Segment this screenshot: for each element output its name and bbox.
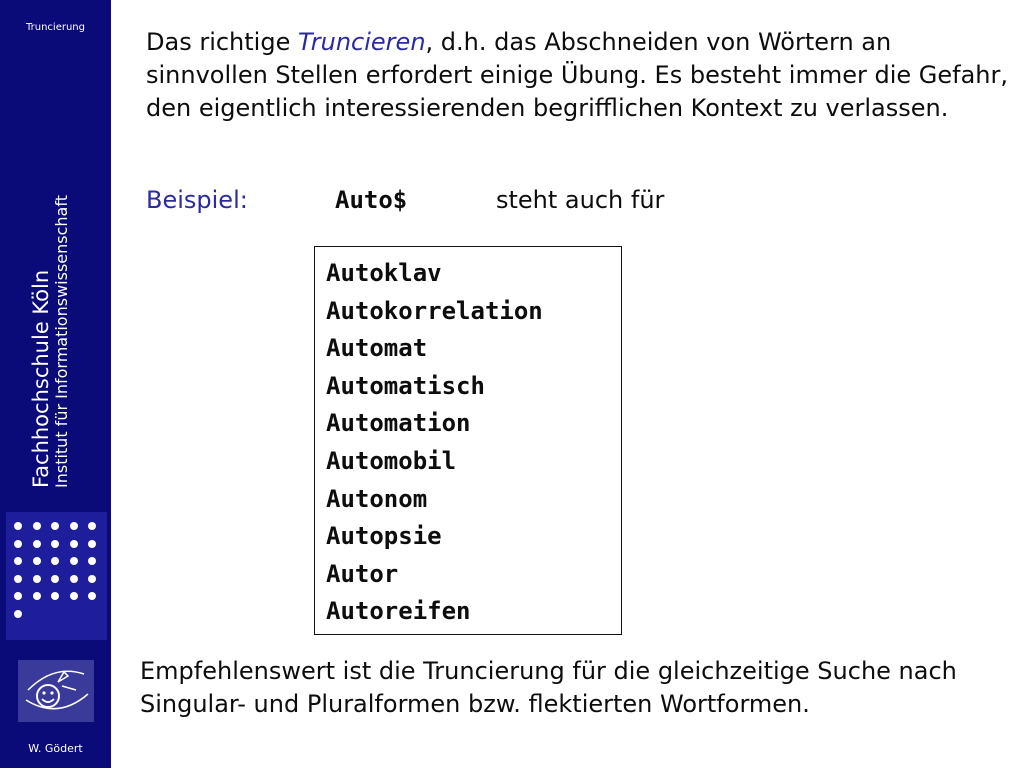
logo-dot <box>14 575 22 583</box>
institution-name: Fachhochschule Köln <box>29 269 53 488</box>
logo-dot <box>51 592 59 600</box>
logo-dot <box>14 522 22 530</box>
logo-dot <box>33 557 41 565</box>
logo-dot <box>70 592 78 600</box>
word-list-box <box>314 246 622 635</box>
sidebar-header: Truncierung <box>26 22 85 33</box>
logo-dot <box>88 540 96 548</box>
logo-dot <box>33 522 41 530</box>
logo-dot <box>51 540 59 548</box>
logo-dot <box>70 557 78 565</box>
logo-dot <box>33 575 41 583</box>
intro-text-start: Das richtige <box>146 28 298 56</box>
author-footer: W. Gödert <box>28 742 83 755</box>
logo-dot <box>70 575 78 583</box>
logo-dot <box>51 575 59 583</box>
word-item: Autokorrelation <box>326 296 543 325</box>
logo-dot <box>14 540 22 548</box>
dot-pattern-logo <box>6 512 107 640</box>
word-item: Automatisch <box>326 371 485 400</box>
example-label: Beispiel: <box>146 186 248 214</box>
word-item: Automobil <box>326 446 457 475</box>
logo-dot <box>88 575 96 583</box>
intro-text-end: , d.h. das Abschneiden von Wörtern an sinnvollen Stellen erfordert einige Übung. Es besteht immer die Gefahr, den eigentlich interessierenden begrifflichen Kontext zu verlassen. <box>146 28 1008 122</box>
word-item: Automation <box>326 409 471 438</box>
word-item: Autoreifen <box>326 597 471 626</box>
word-item: Autoklav <box>326 259 442 287</box>
word-item: Autor <box>326 559 399 588</box>
logo-dot <box>70 522 78 530</box>
logo-dot <box>88 522 96 530</box>
example-term: Auto$ <box>335 186 408 214</box>
intro-paragraph <box>146 26 1016 125</box>
word-item: Autopsie <box>326 522 442 551</box>
logo-dot <box>14 557 22 565</box>
sidebar <box>0 0 111 768</box>
word-item: Autonom <box>326 484 428 513</box>
logo-dot <box>33 592 41 600</box>
logo-dot <box>33 540 41 548</box>
logo-dot <box>88 557 96 565</box>
word-list <box>326 255 543 631</box>
word-item: Automat <box>326 334 428 363</box>
logo-dot <box>14 592 22 600</box>
logo-dot <box>51 557 59 565</box>
logo-dot <box>70 540 78 548</box>
closing-paragraph: Empfehlenswert ist die Truncierung für die gleichzeitige Suche nach Singular- und Pluralformen bzw. flektierten Wortformen. <box>140 657 957 718</box>
intro-emphasis: Truncieren <box>297 28 426 56</box>
logo-dot <box>14 610 22 618</box>
logo-dot <box>88 592 96 600</box>
smiley-logo-icon <box>18 660 94 722</box>
institution-block <box>29 88 99 488</box>
example-text: steht auch für <box>496 186 665 214</box>
department-name: Institut für Informationswissenschaft <box>52 195 72 488</box>
logo-dot <box>51 522 59 530</box>
